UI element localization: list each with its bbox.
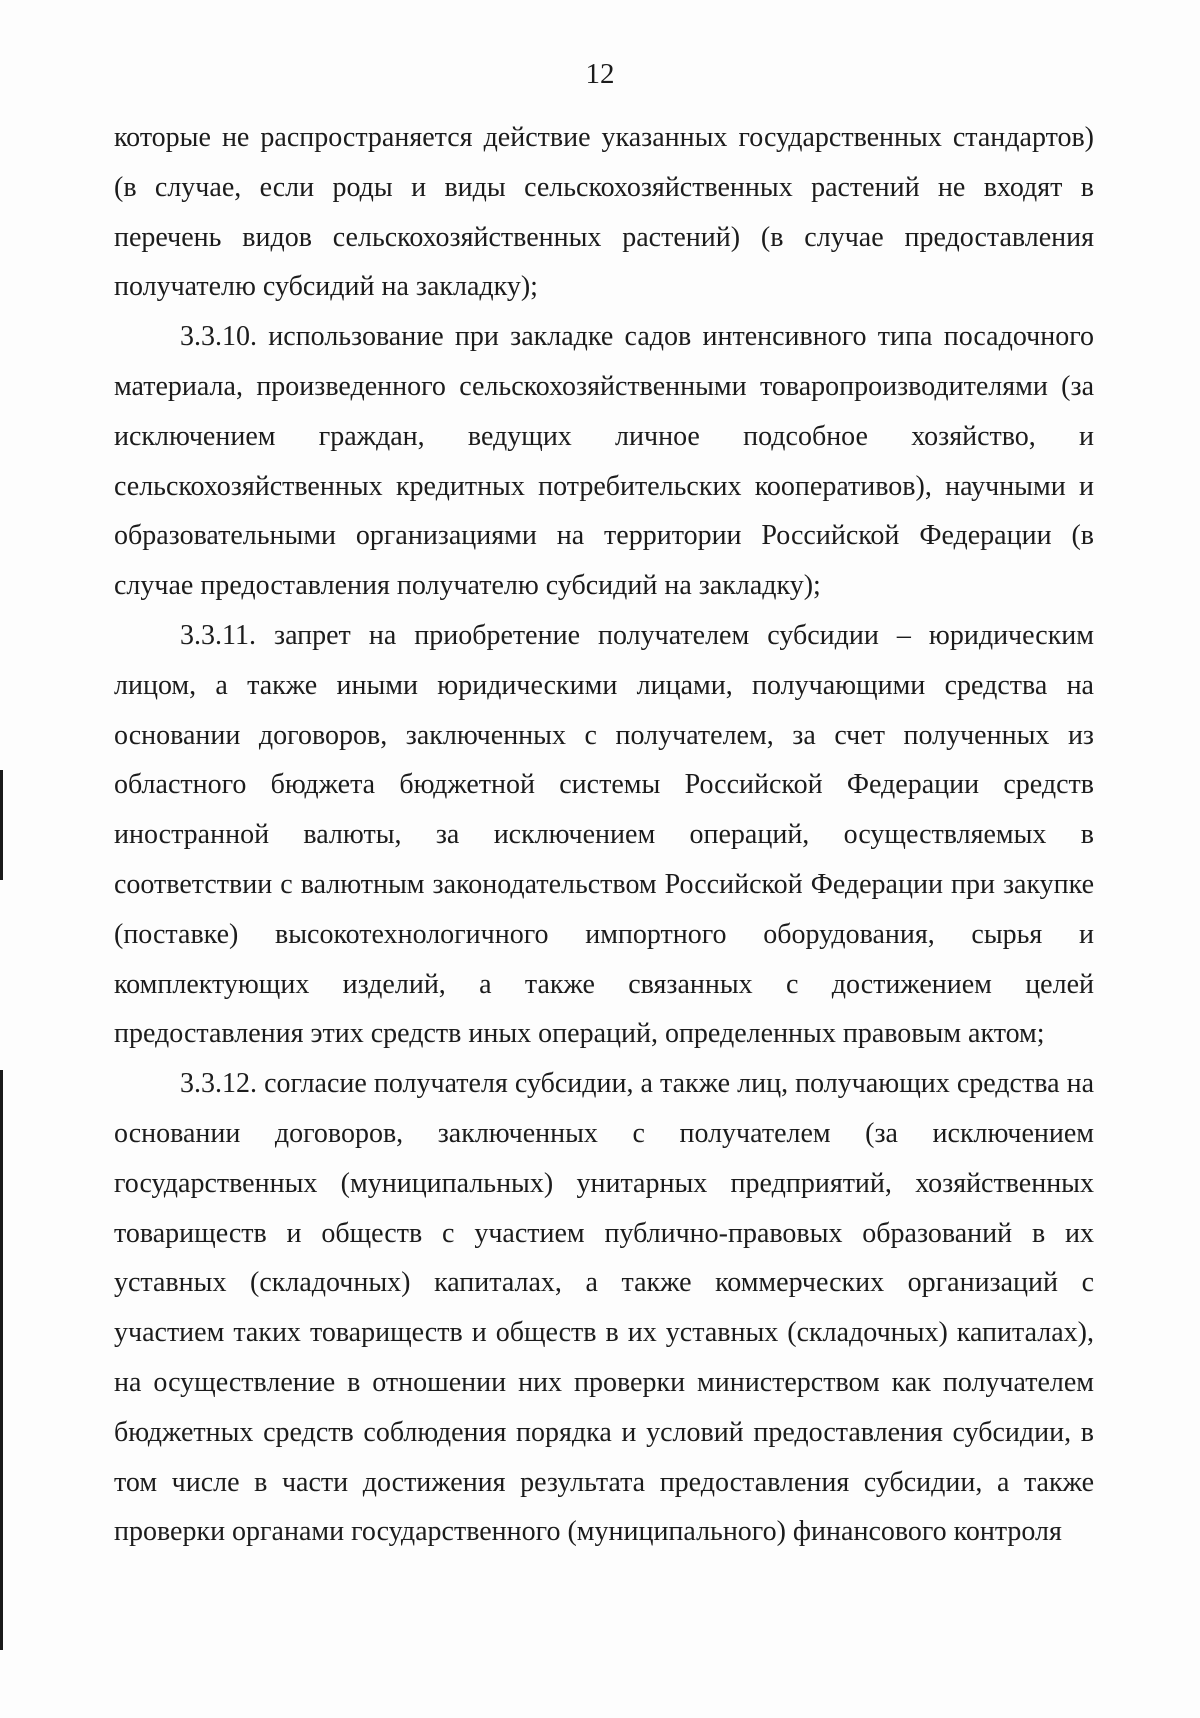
paragraph-continuation: которые не распространяется действие указанных государственных стандартов) (в случае, если роды и виды сельскохозяйственных растений не входят в перечень видов сельскохозяйственных растений) (в случае предоставления получателю субсидий на закладку); (114, 122, 1094, 303)
page-number: 12 (585, 58, 615, 90)
paragraph-3-3-12: 3.3.12. согласие получателя субсидии, а также лиц, получающих средства на основании договоров, заключенных с получателем (за исключением государственных (муниципальных) унитарных предприятий, хозяйственных товариществ и обществ с участием публично-правовых образований в их уставных (складочных) капиталах, а также коммерческих организаций с участием таких товариществ и обществ в их уставных (складочных) капиталах), на осуществление в отношении них проверки министерством как получателем бюджетных средств соблюдения порядка и условий предоставления субсидии, в том числе в части достижения результата предоставления субсидии, а также проверки органами государственного (муниципального) финансового контроля (114, 1068, 1094, 1548)
scan-edge-mark (0, 770, 3, 880)
paragraph-3-3-10: 3.3.10. использование при закладке садов интенсивного типа посадочного материала, произведенного сельскохозяйственными товаропроизводителями (за исключением граждан, ведущих личное подсобное хозяйство, и сельскохозяйственных кредитных потребительских кооперативов), научными и образовательными организациями на территории Российской Федерации (в случае предоставления получателю субсидий на закладку); (114, 321, 1094, 602)
document-body (114, 113, 1094, 1557)
scan-edge-mark (0, 1070, 3, 1650)
paragraph-3-3-11: 3.3.11. запрет на приобретение получателем субсидии – юридическим лицом, а также иными юридическими лицами, получающими средства на основании договоров, заключенных с получателем, за счет полученных из областного бюджета бюджетной системы Российской Федерации средств иностранной валюты, за исключением операций, осуществляемых в соответствии с валютным законодательством Российской Федерации при закупке (поставке) высокотехнологичного импортного оборудования, сырья и комплектующих изделий, а также связанных с достижением целей предоставления этих средств иных операций, определенных правовым актом; (114, 619, 1094, 1050)
